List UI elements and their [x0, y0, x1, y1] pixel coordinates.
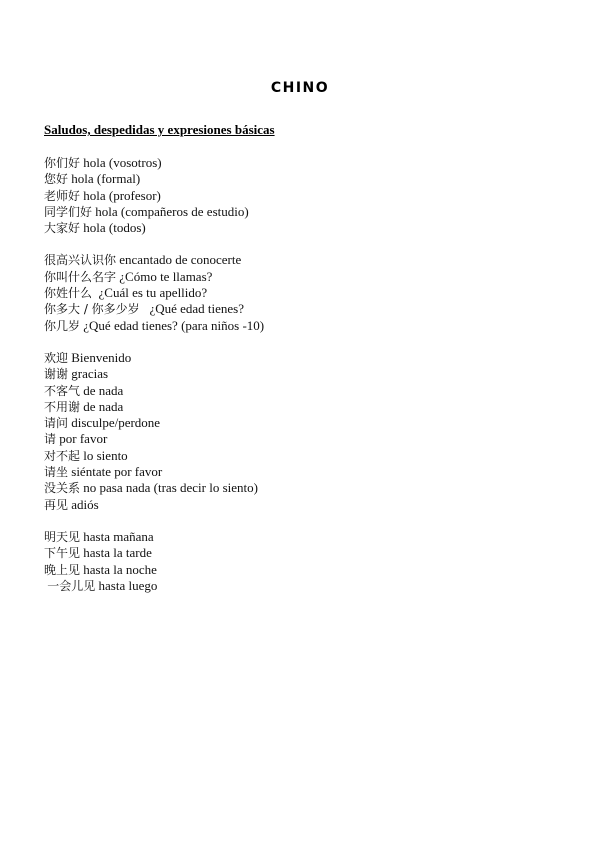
spanish-translation: hasta la tarde [83, 545, 152, 561]
phrase-line [44, 318, 564, 334]
phrase-line [44, 204, 564, 220]
chinese-phrase: 对不起 [44, 448, 81, 463]
spanish-translation: encantado de conocerte [119, 252, 242, 268]
spanish-translation: por favor [59, 431, 108, 447]
chinese-phrase: 请 [44, 432, 57, 447]
phrase-line [44, 464, 564, 480]
phrase-line [44, 366, 564, 382]
chinese-phrase: 你姓什么 [44, 286, 93, 301]
phrase-line [44, 188, 564, 204]
phrase-line [44, 545, 564, 561]
phrase-line [44, 155, 564, 171]
spanish-translation: no pasa nada (tras decir lo siento) [83, 480, 258, 496]
chinese-phrase: 老师好 [44, 188, 81, 203]
spanish-translation: hola (vosotros) [83, 155, 162, 170]
section-heading: Saludos, despedidas y expresiones básicas [44, 122, 275, 137]
courtesy-group [44, 350, 564, 513]
spanish-translation: ¿Qué edad tienes? (para niños -10) [83, 317, 265, 333]
chinese-phrase: 大家好 [44, 221, 81, 236]
phrase-line [44, 285, 564, 301]
chinese-phrase: 欢迎 [44, 350, 69, 365]
phrase-line [44, 269, 564, 285]
phrase-line [44, 171, 564, 187]
spanish-translation: hola (profesor) [83, 187, 161, 203]
phrase-line [44, 252, 564, 268]
phrase-line [44, 431, 564, 447]
chinese-phrase: 您好 [44, 172, 69, 187]
greetings-group [44, 155, 564, 236]
chinese-phrase: 不客气 [44, 383, 81, 398]
chinese-phrase: 同学们好 [44, 204, 93, 219]
chinese-phrase: 一会儿见 [47, 578, 96, 593]
document-title: CHINO [270, 80, 330, 96]
spanish-translation: Bienvenido [71, 349, 132, 365]
spanish-translation: hasta luego [98, 577, 158, 593]
phrase-line [44, 529, 564, 545]
chinese-phrase: 你们好 [44, 156, 81, 170]
spanish-translation: gracias [71, 366, 109, 382]
phrase-line [44, 480, 564, 496]
phrase-line [44, 301, 564, 317]
spanish-translation: siéntate por favor [71, 464, 163, 480]
phrase-line [44, 399, 564, 415]
chinese-phrase: 再见 [44, 497, 69, 512]
spanish-translation: de nada [83, 398, 124, 414]
chinese-phrase: 不用谢 [44, 399, 81, 414]
spanish-translation: ¿Qué edad tienes? [149, 301, 244, 317]
chinese-phrase: 很高兴认识你 [44, 253, 117, 268]
spanish-translation: disculpe/perdone [71, 415, 161, 431]
phrase-line [44, 220, 564, 236]
chinese-phrase: 没关系 [44, 481, 81, 496]
spanish-translation: hola (formal) [71, 171, 141, 187]
chinese-phrase: 你几岁 [44, 318, 81, 333]
document-content [44, 121, 564, 610]
phrase-line [44, 350, 564, 366]
spanish-translation: de nada [83, 382, 124, 398]
chinese-phrase: 请坐 [44, 465, 69, 480]
phrase-line [44, 415, 564, 431]
chinese-phrase: 请问 [44, 416, 69, 431]
chinese-phrase: 明天见 [44, 529, 81, 544]
phrase-line [44, 578, 564, 594]
spanish-translation: hasta la noche [83, 561, 157, 577]
spanish-translation: ¿Cómo te llamas? [119, 268, 213, 284]
spanish-translation: hasta mañana [83, 528, 154, 544]
farewells-group [44, 529, 564, 594]
phrase-line [44, 497, 564, 513]
phrase-line [44, 448, 564, 464]
chinese-phrase: 你多大 / 你多少岁 [44, 302, 140, 317]
spanish-translation: adiós [71, 496, 99, 512]
spanish-translation: hola (todos) [83, 220, 146, 236]
phrase-line [44, 562, 564, 578]
introductions-group [44, 252, 564, 333]
spanish-translation: lo siento [83, 447, 128, 463]
chinese-phrase: 你叫什么名字 [44, 269, 117, 284]
chinese-phrase: 谢谢 [44, 367, 69, 382]
phrase-line [44, 383, 564, 399]
chinese-phrase: 下午见 [44, 546, 81, 561]
chinese-phrase: 晚上见 [44, 562, 81, 577]
spanish-translation: ¿Cuál es tu apellido? [98, 285, 208, 301]
spanish-translation: hola (compañeros de estudio) [95, 203, 249, 219]
